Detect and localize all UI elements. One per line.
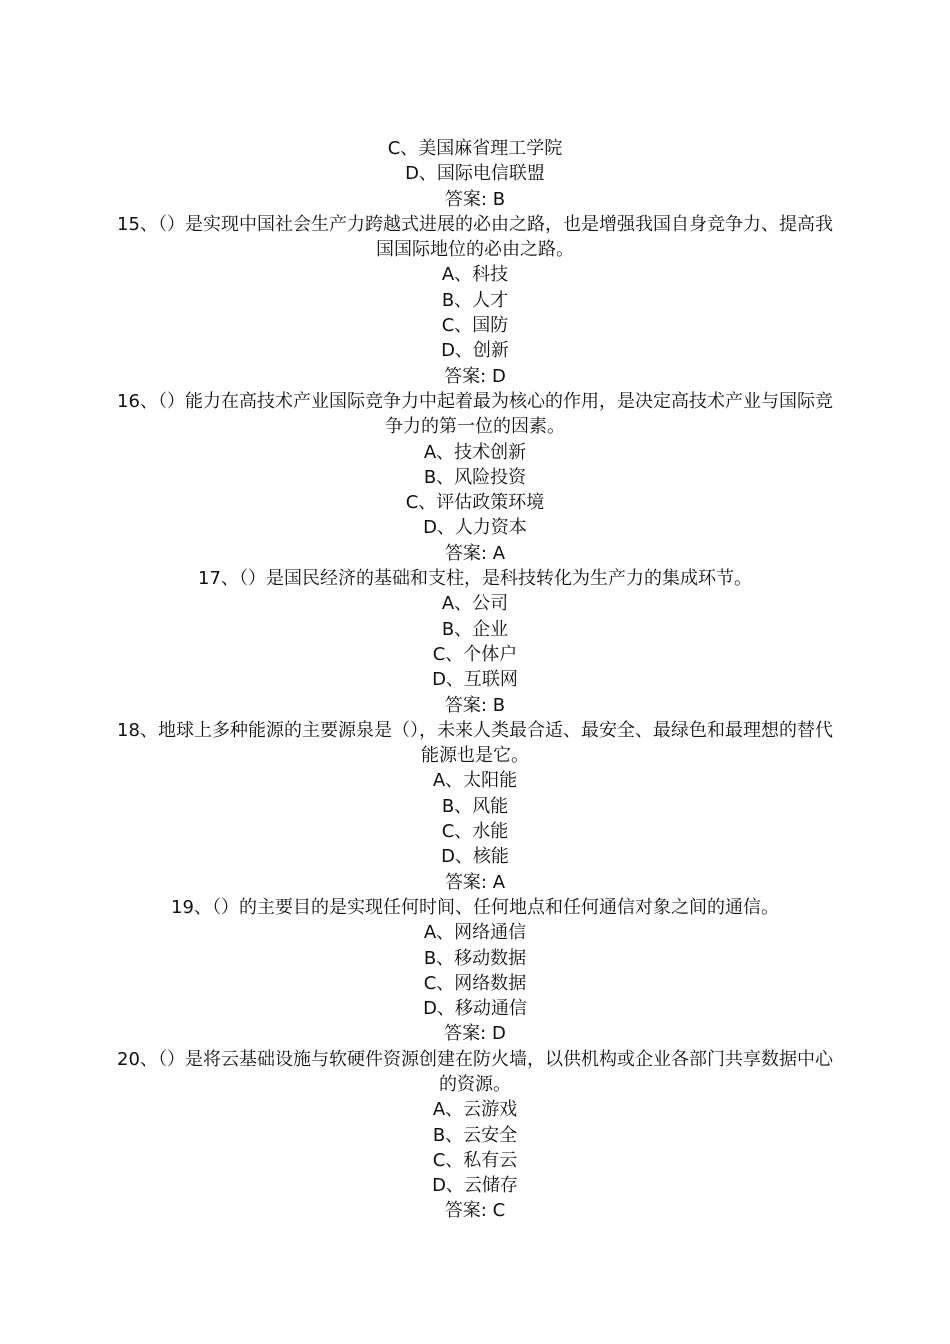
- option-line: D、国际电信联盟: [405, 163, 545, 185]
- question-16: [0, 389, 950, 566]
- option-line: D、移动通信: [423, 998, 527, 1020]
- question-20: [0, 1047, 950, 1224]
- question-stem: 18、地球上多种能源的主要源泉是（），未来人类最合适、最安全、最绿色和最理想的替代能源也是它。: [117, 719, 833, 767]
- question-17: [0, 566, 950, 718]
- option-line: A、太阳能: [432, 770, 518, 792]
- answer-line: 答案: D: [444, 1023, 506, 1045]
- option-line: C、美国麻省理工学院: [387, 138, 563, 159]
- option-line: D、互联网: [432, 669, 518, 691]
- question-stem: 15、（）是实现中国社会生产力跨越式进展的必由之路，也是增强我国自身竞争力、提高我国国际地位的必由之路。: [117, 213, 833, 261]
- option-line: C、评估政策环境: [405, 492, 545, 514]
- option-line: A、云游戏: [432, 1099, 518, 1121]
- question-stem: 20、（）是将云基础设施与软硬件资源创建在防火墙，以供机构或企业各部门共享数据中心的资源。: [117, 1048, 833, 1095]
- option-line: B、人才: [441, 289, 509, 311]
- option-line: A、网络通信: [423, 922, 527, 944]
- question-stem: 16、（）能力在高技术产业国际竞争力中起着最为核心的作用，是决定高技术产业与国际竞争力的第一位的因素。: [117, 390, 833, 438]
- carryover-question: [0, 136, 950, 212]
- answer-line: 答案: D: [444, 365, 506, 387]
- answer-line: 答案: A: [444, 871, 506, 893]
- document-page: [0, 136, 950, 1224]
- question-18: [0, 718, 950, 895]
- option-line: A、公司: [441, 593, 509, 615]
- option-line: C、水能: [441, 821, 509, 843]
- option-line: B、风险投资: [423, 466, 527, 488]
- option-line: D、人力资本: [423, 517, 527, 539]
- option-line: C、个体户: [432, 643, 518, 665]
- option-line: C、私有云: [432, 1149, 518, 1171]
- option-line: D、云储存: [432, 1175, 518, 1197]
- answer-line: 答案: A: [444, 542, 506, 564]
- option-line: B、风能: [441, 795, 509, 817]
- question-19: [0, 895, 950, 1047]
- question-stem: 19、（）的主要目的是实现任何时间、任何地点和任何通信对象之间的通信。: [171, 896, 779, 918]
- option-line: B、移动数据: [423, 947, 527, 969]
- option-line: A、科技: [441, 264, 509, 286]
- option-line: D、核能: [441, 846, 509, 868]
- answer-line: 答案: B: [444, 694, 506, 716]
- option-line: C、国防: [441, 315, 509, 337]
- question-15: [0, 212, 950, 389]
- answer-line: 答案: C: [444, 1200, 506, 1222]
- option-line: D、创新: [441, 340, 509, 362]
- answer-line: 答案: B: [444, 188, 506, 210]
- question-stem: 17、（）是国民经济的基础和支柱，是科技转化为生产力的集成环节。: [198, 568, 752, 590]
- option-line: C、网络数据: [423, 972, 527, 994]
- option-line: A、技术创新: [423, 441, 527, 463]
- option-line: B、企业: [441, 618, 509, 640]
- option-line: B、云安全: [432, 1124, 518, 1146]
